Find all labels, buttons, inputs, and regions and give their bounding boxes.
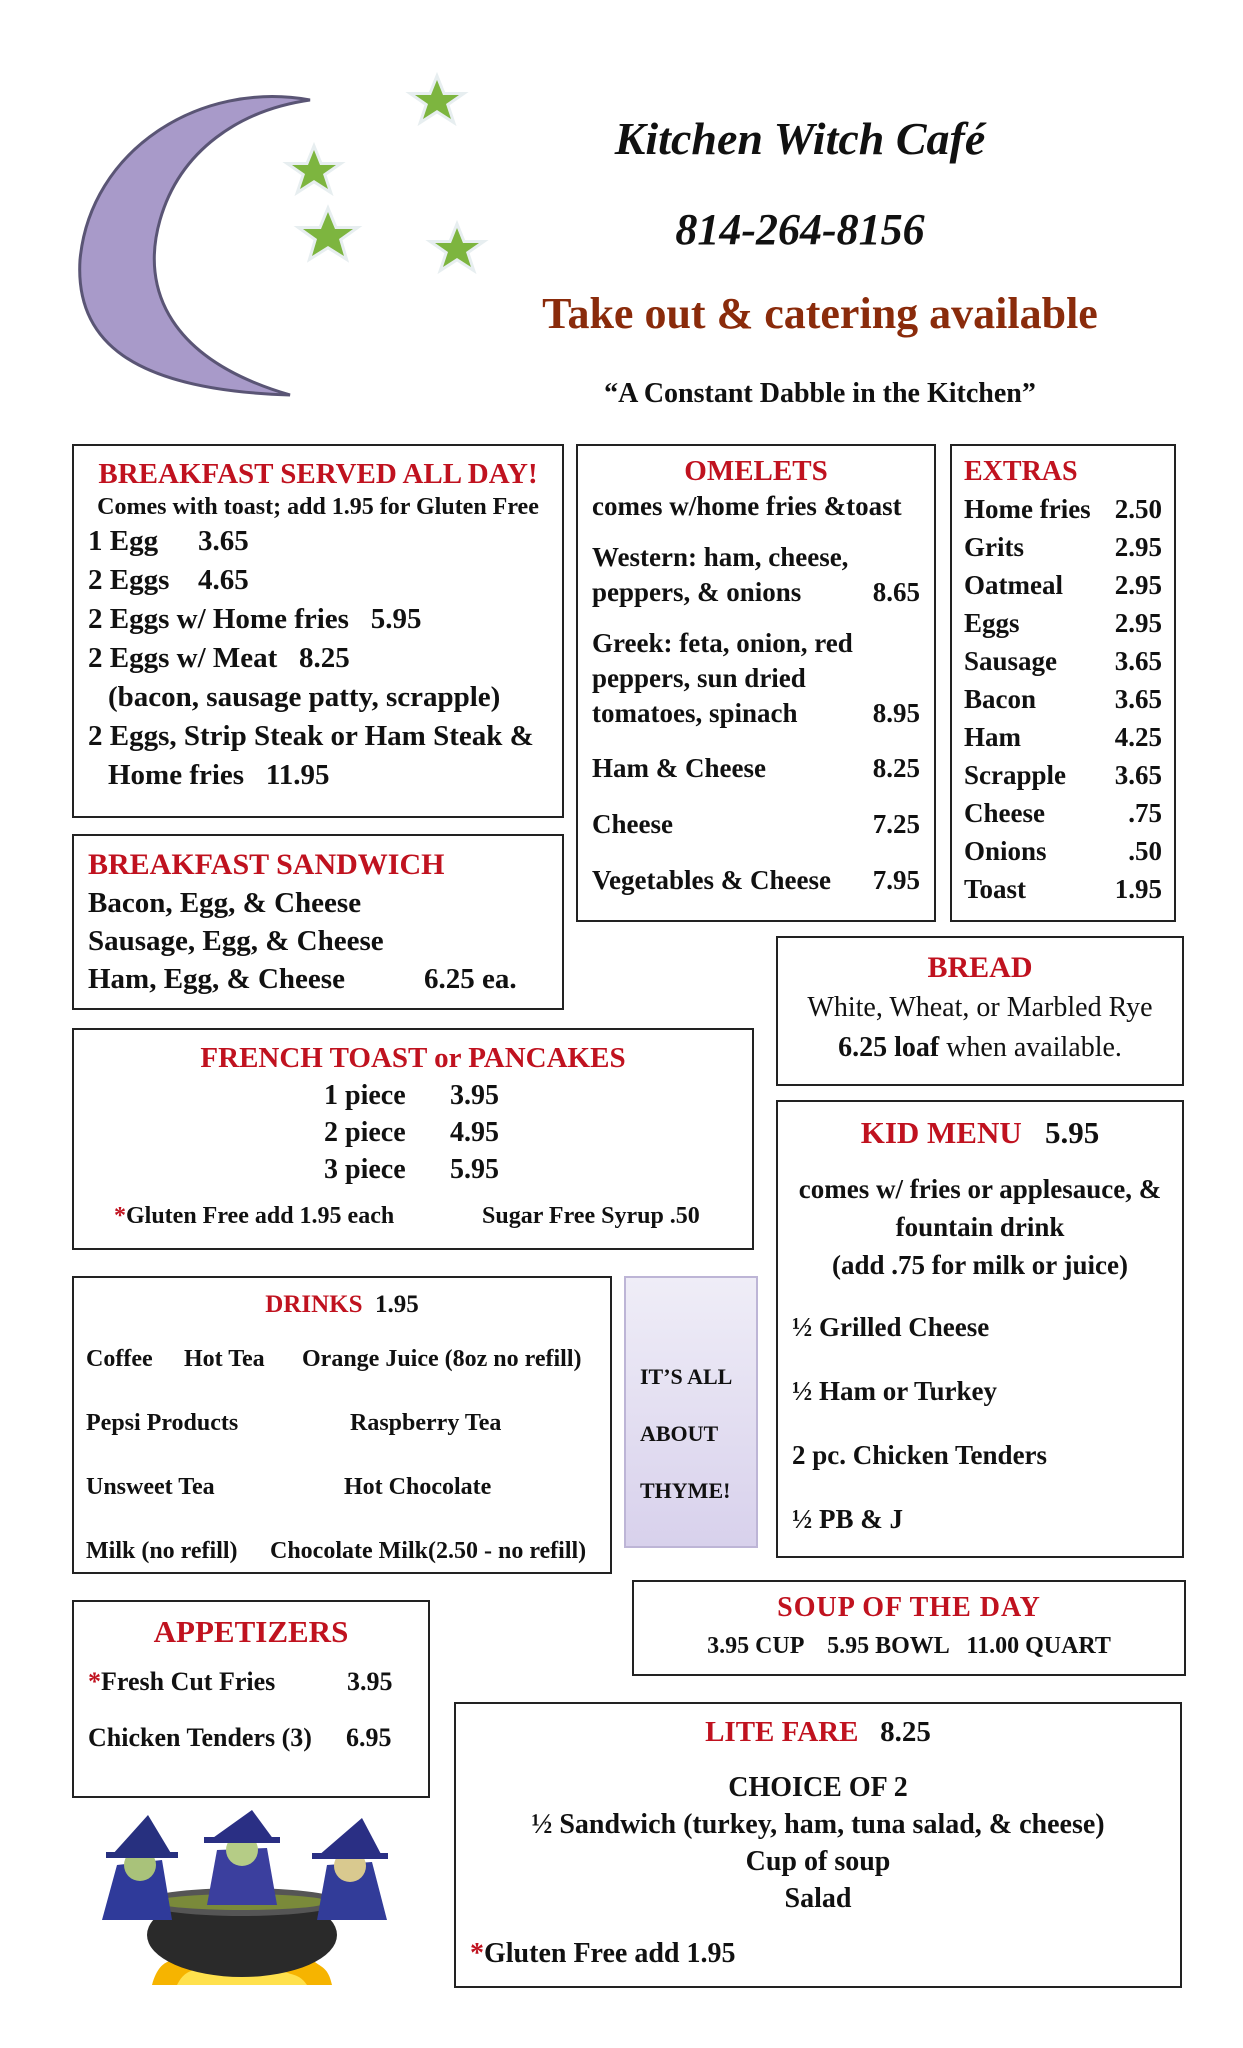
extras-item: Grits 2.95 — [964, 532, 1162, 562]
lite-fare-option: ½ Sandwich (turkey, ham, tuna salad, & cheese) — [531, 1809, 1105, 1840]
lite-fare-header — [470, 1714, 1166, 1751]
breakfast-title: BREAKFAST SERVED ALL DAY! — [98, 458, 538, 490]
witch-icon — [312, 1818, 388, 1920]
extras-title: EXTRAS — [964, 456, 1078, 487]
kid-menu-section — [776, 1100, 1184, 1558]
soup-title: SOUP OF THE DAY — [777, 1592, 1041, 1623]
french-toast-item: 2 piece 4.95 — [324, 1117, 499, 1148]
star-icon — [415, 80, 459, 119]
moon-icon — [80, 97, 310, 395]
witch-icon — [102, 1815, 178, 1920]
drinks-row: Pepsi Products Raspberry Tea — [86, 1410, 502, 1436]
extras-item: Home fries 2.50 — [964, 494, 1162, 524]
omelet-greek: Greek: feta, onion, red — [592, 628, 853, 658]
star-icon — [303, 212, 353, 256]
drinks-row: Unsweet Tea Hot Chocolate — [86, 1474, 492, 1500]
sandwich-item: Ham, Egg, & Cheese 6.25 ea. — [88, 963, 517, 995]
drinks-title: DRINKS — [265, 1291, 363, 1318]
drinks-header — [86, 1288, 598, 1322]
omelet-greek-line3: tomatoes, spinach 8.95 — [592, 698, 920, 728]
omelet-item: Ham & Cheese 8.25 — [592, 753, 920, 783]
french-toast-notes: *Gluten Free add 1.95 each Sugar Free Syrup .50 — [88, 1198, 738, 1235]
omelets-note: comes w/home fries &toast — [592, 491, 902, 521]
lite-fare-section — [454, 1702, 1182, 1988]
drinks-row: Coffee Hot Tea Orange Juice (8oz no refill) — [86, 1346, 582, 1372]
extras-item: Toast 1.95 — [964, 874, 1162, 904]
breakfast-section — [72, 444, 564, 818]
lite-fare-price: 8.25 — [880, 1716, 931, 1748]
bread-section — [776, 936, 1184, 1086]
thyme-line: THYME! — [640, 1478, 731, 1503]
extras-item: Oatmeal 2.95 — [964, 570, 1162, 600]
extras-section — [950, 444, 1176, 922]
sandwich-title: BREAKFAST SANDWICH — [88, 848, 445, 881]
french-toast-title: FRENCH TOAST or PANCAKES — [200, 1042, 626, 1074]
french-toast-item: 1 piece 3.95 — [324, 1080, 499, 1111]
soup-prices: 3.95 CUP 5.95 BOWL 11.00 QUART — [707, 1633, 1111, 1659]
extras-item: Scrapple 3.65 — [964, 760, 1162, 790]
omelet-western-line2: peppers, & onions 8.65 — [592, 577, 920, 607]
omelet-western: Western: ham, cheese, — [592, 542, 849, 572]
syrup-note: Sugar Free Syrup .50 — [482, 1203, 700, 1229]
witches-cauldron-illustration — [82, 1810, 412, 1990]
lite-fare-title: LITE FARE — [705, 1716, 859, 1748]
bread-title: BREAD — [927, 951, 1033, 984]
lite-fare-option: Cup of soup — [745, 1846, 891, 1877]
kid-menu-note: fountain drink — [895, 1212, 1065, 1242]
breakfast-steak-line2: Home fries 11.95 — [108, 759, 330, 791]
bread-line1: White, Wheat, or Marbled Rye — [807, 992, 1153, 1023]
kid-menu-title: KID MENU — [860, 1115, 1022, 1150]
drinks-section — [72, 1276, 612, 1574]
sandwich-item: Bacon, Egg, & Cheese — [88, 887, 362, 919]
thyme-banner — [624, 1276, 758, 1548]
appetizer-item: Chicken Tenders (3) 6.95 — [88, 1723, 392, 1752]
breakfast-steak-line: 2 Eggs, Strip Steak or Ham Steak & — [88, 720, 534, 752]
breakfast-item: 2 Eggs w/ Meat 8.25 — [88, 642, 350, 674]
breakfast-note: Comes with toast; add 1.95 for Gluten Free — [97, 494, 539, 520]
phone-number: 814-264-8156 — [675, 205, 925, 254]
omelets-title: OMELETS — [684, 455, 828, 487]
soup-section — [632, 1580, 1186, 1676]
omelets-section — [576, 444, 936, 922]
kid-menu-price: 5.95 — [1045, 1115, 1100, 1150]
lite-fare-gf-note: *Gluten Free add 1.95 — [470, 1938, 736, 1969]
thyme-line: IT’S ALL — [640, 1364, 733, 1389]
extras-item: Eggs 2.95 — [964, 608, 1162, 638]
kid-menu-header — [792, 1114, 1168, 1152]
drinks-price: 1.95 — [375, 1291, 419, 1318]
omelet-item: Vegetables & Cheese 7.95 — [592, 865, 920, 895]
gluten-free-note: Gluten Free add 1.95 each — [126, 1203, 395, 1229]
drinks-row: Milk (no refill) Chocolate Milk(2.50 - no refill) — [86, 1538, 587, 1564]
cafe-title: Kitchen Witch Café — [614, 113, 986, 164]
extras-item: Cheese .75 — [964, 798, 1162, 828]
french-toast-section — [72, 1028, 754, 1250]
appetizers-section — [72, 1600, 430, 1798]
breakfast-item: 1 Egg 3.65 — [88, 525, 249, 557]
sandwich-price: 6.25 ea. — [424, 963, 517, 995]
moon-stars-illustration — [60, 60, 500, 410]
bread-line2: 6.25 loaf when available. — [838, 1032, 1122, 1063]
kid-menu-item: ½ Grilled Cheese — [792, 1312, 990, 1342]
lite-fare-option: Salad — [784, 1883, 852, 1914]
star-icon — [435, 228, 479, 267]
kid-menu-item: ½ PB & J — [792, 1504, 903, 1534]
french-toast-items — [88, 1077, 738, 1188]
star-icon — [292, 150, 336, 189]
extras-item: Ham 4.25 — [964, 722, 1162, 752]
appetizer-item: *Fresh Cut Fries 3.95 — [88, 1667, 393, 1696]
breakfast-meat-note: (bacon, sausage patty, scrapple) — [108, 681, 501, 713]
thyme-line: ABOUT — [640, 1421, 719, 1446]
omelet-item: Cheese 7.25 — [592, 809, 920, 839]
omelet-greek-line2: peppers, sun dried — [592, 663, 806, 693]
extras-item: Sausage 3.65 — [964, 646, 1162, 676]
french-toast-item: 3 piece 5.95 — [324, 1154, 499, 1185]
breakfast-item: 2 Eggs w/ Home fries 5.95 — [88, 603, 422, 635]
kid-menu-note: comes w/ fries or applesauce, & — [798, 1174, 1162, 1204]
extras-item: Bacon 3.65 — [964, 684, 1162, 714]
slogan: “A Constant Dabble in the Kitchen” — [604, 378, 1036, 409]
kid-menu-item: ½ Ham or Turkey — [792, 1376, 998, 1406]
sandwich-item: Sausage, Egg, & Cheese — [88, 925, 384, 957]
kid-menu-item: 2 pc. Chicken Tenders — [792, 1440, 1048, 1470]
extras-list — [964, 490, 1162, 908]
kid-menu-note: (add .75 for milk or juice) — [832, 1250, 1128, 1280]
appetizers-title: APPETIZERS — [153, 1614, 349, 1649]
witch-icon — [204, 1810, 280, 1905]
lite-fare-choice: CHOICE OF 2 — [728, 1772, 908, 1803]
tagline: Take out & catering available — [542, 289, 1098, 338]
extras-item: Onions .50 — [964, 836, 1162, 866]
breakfast-sandwich-section — [72, 834, 564, 1010]
breakfast-item: 2 Eggs 4.65 — [88, 564, 249, 596]
